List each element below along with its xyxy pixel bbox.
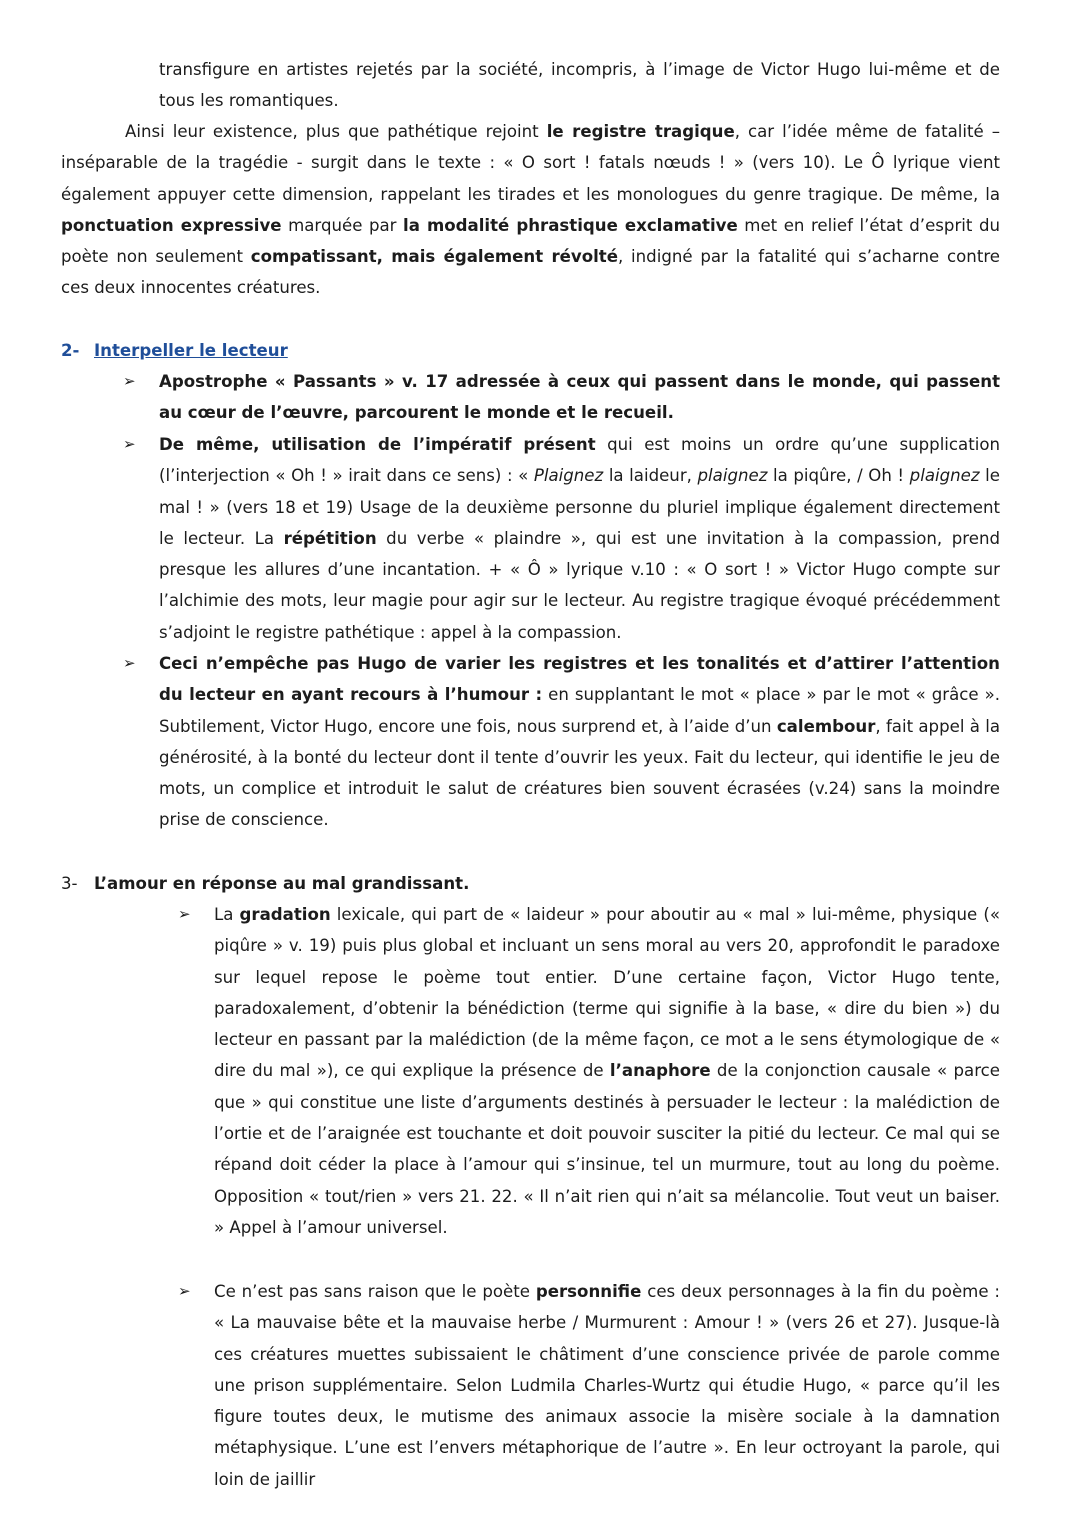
text-run: qui est moins un ordre qu’une supplication (l’interjection « Oh ! » irait dans ce sens) : «	[159, 435, 1000, 486]
section-3-bullet-2	[178, 1276, 1001, 1495]
section-number: 2-	[61, 341, 80, 360]
arrow-bullet-icon: ➢	[123, 654, 136, 672]
section-title: Interpeller le lecteur	[94, 341, 288, 360]
bold-run: ponctuation expressive	[61, 215, 282, 235]
text-run: Ainsi leur existence, plus que pathétique rejoint	[125, 122, 547, 141]
text-run: ces deux personnages à la fin du poème : « La mauvaise bête et la mauvaise herbe / Murmurent : Amour ! » (vers 26 et 27). Jusque-là ces créatures muettes subissaient le châtiment d’une conscience privée de parole comme une prison supplémentaire. Selon Ludmila Charles-Wurtz qui étudie Hugo, « parce qu’il les figure toutes deux, le mutisme des animaux associe la misère sociale à la damnation métaphysique. L’une est l’envers métaphorique de l’autre ». En leur octroyant la parole, qui loin de jaillir	[214, 1282, 1001, 1489]
bold-run: l’anaphore	[609, 1061, 711, 1081]
text-run: , car l’idée même de fatalité – inséparable de la tragédie - surgit dans le texte : « O sort ! fatals nœuds ! » (vers 10). Le Ô lyrique vient également appuyer cette dimension, rappelant les tirades et les monologues du genre tragique. De même, la	[61, 122, 1000, 204]
text-run: le mal ! » (vers 18 et 19) Usage de la deuxième personne du pluriel implique également directement le lecteur. La	[159, 466, 1000, 548]
arrow-bullet-icon: ➢	[123, 372, 136, 390]
bullet-text	[214, 1276, 1000, 1495]
text-run: la laideur,	[603, 466, 698, 486]
text-run: la piqûre, / Oh !	[767, 466, 910, 486]
text-run: marquée par	[281, 215, 404, 235]
bold-run: De même, utilisation de l’impératif présent	[159, 435, 596, 454]
arrow-bullet-icon: ➢	[178, 905, 191, 923]
arrow-bullet-icon: ➢	[123, 435, 136, 453]
text-run: lexicale, qui part de « laideur » pour aboutir au « mal » lui-même, physique (« piqûre » v. 19) puis plus global et incluant un sens moral au vers 20, approfondit le paradoxe sur lequel repose le poème tout entier. D’une certaine façon, Victor Hugo tente, paradoxalement, d’obtenir la bénédiction (terme qui signifie à la base, « dire du bien ») du lecteur en passant par la malédiction (de la même façon, ce mot a le sens étymologique de « dire du mal »), ce qui explique la présence de	[214, 905, 1000, 1081]
bullet-text	[214, 899, 1000, 1243]
italic-run: plaignez	[697, 466, 768, 486]
text-run: du verbe « plaindre », qui est une invitation à la compassion, prend presque les allures d’une incantation. + « Ô » lyrique v.10 : « O sort ! » Victor Hugo compte sur l’alchimie des mots, leur magie pour agir sur le lecteur. Au registre tragique évoqué précédemment s’adjoint le registre pathétique : appel à la compassion.	[159, 528, 1000, 642]
bold-run: Ceci n’empêche pas Hugo de varier les registres et les tonalités et d’attirer l’attention du lecteur en ayant recours à l’humour :	[159, 654, 1000, 705]
bold-run: compatissant, mais également révolté	[250, 247, 618, 267]
section-title: L’amour en réponse au mal grandissant.	[94, 874, 470, 893]
arrow-bullet-icon: ➢	[178, 1282, 191, 1300]
section-2-heading	[61, 335, 288, 366]
bullet-text	[159, 429, 1000, 648]
lead-text: transfigure en artistes rejetés par la société, incompris, à l’image de Victor Hugo lui-même et de tous les romantiques.	[159, 60, 1000, 111]
text-run: de la conjonction causale « parce que » qui constitue une liste d’arguments destinés à persuader le lecteur : la malédiction de l’ortie et de l’araignée est touchante et doit pouvoir susciter la pitié du lecteur. Ce mal qui se répand doit céder la place à l’amour qui s’insinue, tel un murmure, tout au long du poème. Opposition « tout/rien » vers 21. 22. « Il n’ait rien qui n’ait sa mélancolie. Tout veut un baiser. » Appel à l’amour universel.	[214, 1061, 1000, 1237]
section-3-bullet-1	[178, 899, 1000, 1243]
paragraph-tragique	[61, 116, 1000, 304]
text-run: en supplantant le mot « place » par le mot « grâce ». Subtilement, Victor Hugo, encore une fois, nous surprend et, à l’aide d’un	[159, 685, 1001, 736]
text-run: , indigné par la fatalité qui s’acharne contre ces deux innocentes créatures.	[61, 247, 1000, 298]
text-run: Ce n’est pas sans raison que le poète	[214, 1282, 536, 1301]
bullet-text	[159, 648, 1000, 836]
italic-run: Plaignez	[533, 466, 604, 486]
section-2-bullet-1	[123, 366, 1000, 429]
bold-run: gradation	[239, 905, 331, 924]
bullet-text	[159, 366, 1000, 429]
section-number: 3-	[61, 874, 78, 893]
text-run: , fait appel à la générosité, à la bonté du lecteur dont il tente d’ouvrir les yeux. Fait du lecteur, qui identifie le jeu de mots, un complice et introduit le salut de créatures bien souvent écrasées (v.24) sans la moindre prise de conscience.	[159, 716, 1000, 830]
lead-paragraph	[159, 54, 1000, 117]
bold-run: personnifie	[535, 1282, 642, 1301]
section-3-heading	[61, 868, 469, 899]
section-2-bullet-3	[123, 648, 1001, 836]
bold-run: Apostrophe « Passants » v. 17 adressée à ceux qui passent dans le monde, qui passent au cœur de l’œuvre, parcourent le monde et le recueil.	[159, 372, 1000, 423]
text-run: met en relief l’état d’esprit du poète non seulement	[61, 215, 1000, 267]
bold-run: le registre tragique	[546, 122, 735, 141]
italic-run: plaignez	[909, 466, 980, 486]
bold-run: la modalité phrastique exclamative	[403, 215, 738, 235]
section-2-bullet-2	[123, 429, 1000, 648]
bold-run: calembour	[776, 716, 876, 736]
bold-run: répétition	[283, 528, 377, 548]
text-run: La	[214, 905, 240, 924]
